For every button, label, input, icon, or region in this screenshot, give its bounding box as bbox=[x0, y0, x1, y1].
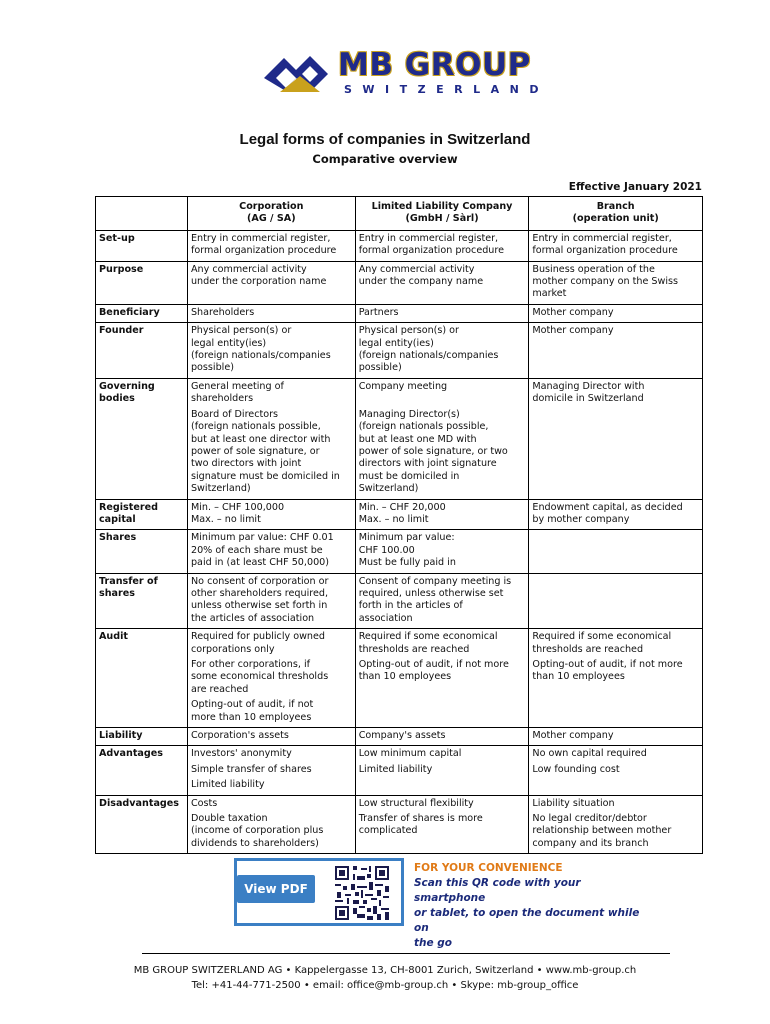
column-header-line: Corporation bbox=[239, 201, 304, 212]
table-cell bbox=[355, 304, 529, 322]
cell-line: under the corporation name bbox=[190, 276, 327, 288]
cell-line: dividends to shareholders) bbox=[190, 837, 319, 849]
cell-paragraph bbox=[359, 381, 526, 393]
table-cell bbox=[355, 261, 529, 304]
cell-paragraph bbox=[359, 813, 526, 838]
cell-line: Investors' anonymity bbox=[190, 748, 292, 760]
table-row bbox=[96, 530, 703, 573]
footer-address: MB GROUP SWITZERLAND AG • Kappelergasse 13, CH-8001 Zurich, Switzerland • www.mb-group.ch bbox=[133, 965, 637, 976]
row-label bbox=[96, 378, 188, 499]
table-cell bbox=[187, 629, 355, 728]
cell-line: Switzerland) bbox=[190, 483, 251, 495]
cell-line: Any commercial activity bbox=[190, 263, 307, 275]
table-cell bbox=[529, 304, 703, 322]
cell-line: complicated bbox=[358, 825, 418, 837]
row-label-line: capital bbox=[99, 513, 136, 525]
cell-paragraph bbox=[191, 659, 352, 696]
cell-paragraph bbox=[359, 631, 526, 656]
table-row bbox=[96, 261, 703, 304]
table-cell bbox=[187, 728, 355, 746]
table-cell bbox=[355, 795, 529, 854]
cell-line: (foreign nationals possible, bbox=[358, 421, 489, 433]
row-label-line: shares bbox=[99, 587, 135, 599]
table-cell bbox=[187, 530, 355, 573]
cell-line: two directors with joint bbox=[190, 458, 302, 470]
table-row bbox=[96, 499, 703, 530]
table-row bbox=[96, 746, 703, 795]
table-row bbox=[96, 728, 703, 746]
cell-line: (income of corporation plus bbox=[190, 825, 324, 837]
cell-line: (foreign nationals/companies bbox=[358, 350, 499, 362]
cell-paragraph bbox=[359, 396, 526, 495]
cell-line: Max. – no limit bbox=[190, 513, 261, 525]
table-cell bbox=[187, 323, 355, 379]
cell-paragraph bbox=[191, 813, 352, 850]
cell-paragraph bbox=[532, 381, 699, 406]
cell-line: Opting-out of audit, if not bbox=[190, 699, 314, 711]
row-label-line: Liability bbox=[99, 730, 143, 742]
logo-country-text: SWITZERLAND bbox=[344, 83, 549, 96]
cell-paragraph bbox=[359, 748, 526, 760]
page-subtitle: Comparative overview bbox=[312, 152, 458, 166]
cell-line: CHF 100.00 bbox=[358, 544, 415, 556]
cell-line: Shareholders bbox=[190, 306, 255, 318]
row-label bbox=[96, 629, 188, 728]
cell-paragraph bbox=[359, 502, 526, 527]
table-cell bbox=[187, 261, 355, 304]
cell-line: possible) bbox=[190, 362, 234, 374]
cell-line: Entry in commercial register, bbox=[190, 232, 331, 244]
row-label-line: Audit bbox=[99, 631, 128, 643]
row-label-line: Purpose bbox=[99, 263, 144, 275]
table-cell bbox=[529, 795, 703, 854]
cell-line: Mother company bbox=[532, 730, 614, 742]
qr-code-icon bbox=[333, 864, 391, 922]
row-label bbox=[96, 499, 188, 530]
row-label bbox=[96, 728, 188, 746]
cell-line: Endowment capital, as decided bbox=[532, 501, 683, 513]
cell-line: Required for publicly owned bbox=[190, 631, 326, 643]
table-header-row bbox=[96, 197, 703, 231]
column-header bbox=[529, 197, 703, 231]
cell-line bbox=[359, 396, 526, 408]
cell-line: Partners bbox=[358, 306, 399, 318]
cell-paragraph bbox=[191, 576, 352, 626]
cell-paragraph bbox=[191, 409, 352, 496]
cell-line: No consent of corporation or bbox=[190, 575, 329, 587]
cell-line: Consent of company meeting is bbox=[358, 575, 512, 587]
cell-line: than 10 employees bbox=[358, 671, 452, 683]
row-label-line: Founder bbox=[99, 325, 144, 337]
cell-line: Low structural flexibility bbox=[358, 797, 474, 809]
cell-line: Max. – no limit bbox=[358, 513, 429, 525]
cell-line: relationship between mother bbox=[532, 825, 672, 837]
convenience-line: Scan this QR code with your smartphone bbox=[414, 877, 581, 904]
column-header-line: (GmbH / Sàrl) bbox=[405, 213, 479, 225]
table-cell bbox=[529, 530, 703, 573]
table-row bbox=[96, 323, 703, 379]
table-cell bbox=[187, 304, 355, 322]
cell-line: power of sole signature, or two bbox=[358, 445, 508, 457]
cell-line: Must be fully paid in bbox=[358, 557, 456, 569]
logo-brand-text: MB GROUP bbox=[338, 47, 531, 83]
cell-line: Costs bbox=[190, 797, 218, 809]
cell-paragraph bbox=[191, 748, 352, 760]
cell-line: Transfer of shares is more bbox=[358, 813, 483, 825]
qr-widget[interactable] bbox=[234, 858, 404, 926]
cell-line: company and its branch bbox=[532, 837, 649, 849]
cell-line: Any commercial activity bbox=[358, 263, 475, 275]
cell-line: market bbox=[532, 288, 567, 300]
cell-paragraph bbox=[191, 264, 352, 289]
row-label-line: bodies bbox=[99, 393, 135, 405]
cell-line: corporations only bbox=[190, 643, 275, 655]
cell-line: Double taxation bbox=[190, 813, 268, 825]
view-pdf-button[interactable]: View PDF bbox=[237, 875, 315, 903]
cell-line: thresholds are reached bbox=[532, 643, 644, 655]
cell-line: must be domiciled in bbox=[358, 470, 460, 482]
cell-line: (foreign nationals possible, bbox=[190, 421, 321, 433]
cell-line: legal entity(ies) bbox=[358, 337, 434, 349]
table-cell bbox=[529, 629, 703, 728]
column-header-line: (operation unit) bbox=[572, 213, 659, 225]
cell-line: association bbox=[358, 612, 413, 624]
cell-paragraph bbox=[359, 576, 526, 626]
table-cell bbox=[187, 378, 355, 499]
cell-line: forth in the articles of bbox=[358, 600, 463, 612]
comparison-table bbox=[95, 196, 703, 854]
cell-paragraph bbox=[532, 264, 699, 301]
cell-line: General meeting of bbox=[190, 380, 284, 392]
cell-paragraph bbox=[532, 631, 699, 656]
page-title: Legal forms of companies in Switzerland bbox=[239, 131, 531, 148]
cell-line: mother company on the Swiss bbox=[532, 276, 679, 288]
cell-paragraph bbox=[191, 502, 352, 527]
cell-line: domicile in Switzerland bbox=[532, 393, 644, 405]
cell-line: Minimum par value: bbox=[358, 532, 455, 544]
cell-line: than 10 employees bbox=[532, 671, 625, 683]
cell-paragraph bbox=[532, 730, 699, 742]
row-label-line: Transfer of bbox=[99, 575, 158, 587]
footer-divider bbox=[142, 953, 670, 954]
table-cell bbox=[529, 261, 703, 304]
cell-line: (foreign nationals/companies bbox=[190, 350, 331, 362]
cell-paragraph bbox=[191, 631, 352, 656]
row-label-line: Registered bbox=[99, 501, 158, 513]
cell-paragraph bbox=[359, 264, 526, 289]
cell-line: formal organization procedure bbox=[190, 245, 337, 257]
cell-line: Company meeting bbox=[358, 380, 448, 392]
column-header bbox=[187, 197, 355, 231]
table-cell bbox=[529, 230, 703, 261]
cell-paragraph bbox=[532, 502, 699, 527]
cell-paragraph bbox=[359, 764, 526, 776]
cell-paragraph bbox=[191, 381, 352, 406]
cell-line: Mother company bbox=[532, 306, 614, 318]
cell-line: required, unless otherwise set bbox=[358, 587, 504, 599]
cell-paragraph bbox=[532, 233, 699, 258]
cell-line: Liability situation bbox=[532, 797, 615, 809]
cell-paragraph bbox=[532, 813, 699, 850]
cell-line: power of sole signature, or bbox=[190, 445, 320, 457]
cell-line: unless otherwise set forth in bbox=[190, 600, 328, 612]
cell-line: other shareholders required, bbox=[190, 587, 329, 599]
table-cell bbox=[187, 230, 355, 261]
table-cell bbox=[529, 378, 703, 499]
table-cell bbox=[355, 230, 529, 261]
convenience-text bbox=[414, 876, 654, 951]
table-row bbox=[96, 573, 703, 629]
cell-paragraph bbox=[191, 779, 352, 791]
cell-line: Corporation's assets bbox=[190, 730, 289, 742]
table-cell bbox=[355, 499, 529, 530]
cell-paragraph bbox=[532, 307, 699, 319]
cell-line: Limited liability bbox=[190, 779, 265, 791]
table-row bbox=[96, 795, 703, 854]
cell-line: legal entity(ies) bbox=[190, 337, 267, 349]
table-cell bbox=[187, 499, 355, 530]
table-cell bbox=[529, 573, 703, 629]
column-header-line: (AG / SA) bbox=[247, 213, 296, 225]
table-row bbox=[96, 230, 703, 261]
row-label bbox=[96, 323, 188, 379]
cell-paragraph bbox=[191, 307, 352, 319]
effective-date: Effective January 2021 bbox=[568, 181, 702, 193]
convenience-line: or tablet, to open the document while on bbox=[414, 907, 640, 934]
table-cell bbox=[187, 795, 355, 854]
cell-line: shareholders bbox=[190, 393, 254, 405]
table-cell bbox=[355, 573, 529, 629]
table-cell bbox=[187, 746, 355, 795]
table-cell bbox=[529, 499, 703, 530]
row-label bbox=[96, 304, 188, 322]
cell-paragraph bbox=[359, 730, 526, 742]
cell-paragraph bbox=[191, 764, 352, 776]
table-cell bbox=[529, 323, 703, 379]
column-header-line: Limited Liability Company bbox=[371, 201, 513, 212]
cell-line: Board of Directors bbox=[190, 408, 279, 420]
cell-line: Min. – CHF 20,000 bbox=[358, 501, 446, 513]
table-cell bbox=[355, 323, 529, 379]
cell-paragraph bbox=[359, 233, 526, 258]
row-label bbox=[96, 230, 188, 261]
cell-paragraph bbox=[532, 748, 699, 760]
table-cell bbox=[355, 530, 529, 573]
cell-line: possible) bbox=[358, 362, 402, 374]
cell-paragraph bbox=[191, 233, 352, 258]
row-label-line: Governing bbox=[99, 380, 155, 392]
row-label-line: Disadvantages bbox=[99, 797, 180, 809]
cell-paragraph bbox=[359, 325, 526, 375]
cell-line: Physical person(s) or bbox=[190, 325, 292, 337]
cell-paragraph bbox=[359, 532, 526, 569]
column-header-line: Branch bbox=[596, 201, 635, 212]
cell-line: Opting-out of audit, if not more bbox=[532, 659, 683, 670]
column-header bbox=[96, 197, 188, 231]
table-cell bbox=[529, 728, 703, 746]
cell-line: under the company name bbox=[358, 276, 484, 288]
cell-paragraph bbox=[532, 764, 699, 776]
cell-paragraph bbox=[359, 798, 526, 810]
table-row bbox=[96, 304, 703, 322]
cell-line: Opting-out of audit, if not more bbox=[358, 659, 509, 670]
cell-line: formal organization procedure bbox=[358, 245, 505, 257]
cell-line: directors with joint signature bbox=[358, 458, 497, 470]
row-label-line: Advantages bbox=[99, 748, 163, 760]
cell-line: signature must be domiciled in bbox=[190, 470, 340, 482]
table-cell bbox=[355, 728, 529, 746]
cell-line: Limited liability bbox=[358, 763, 433, 775]
cell-line: are reached bbox=[190, 683, 249, 695]
cell-line: Mother company bbox=[532, 325, 614, 337]
cell-line: Required if some economical bbox=[358, 631, 498, 643]
cell-paragraph bbox=[532, 325, 699, 337]
table-cell bbox=[529, 746, 703, 795]
cell-line: but at least one MD with bbox=[358, 433, 477, 445]
company-logo bbox=[262, 47, 552, 100]
row-label-line: Shares bbox=[99, 532, 137, 544]
cell-line: Low founding cost bbox=[532, 763, 620, 775]
cell-line: Physical person(s) or bbox=[358, 325, 459, 337]
cell-line: some economical thresholds bbox=[190, 671, 329, 683]
cell-line: Entry in commercial register, bbox=[532, 232, 672, 244]
cell-line: Required if some economical bbox=[532, 631, 672, 643]
cell-paragraph bbox=[191, 532, 352, 569]
cell-line: Low minimum capital bbox=[358, 748, 462, 760]
cell-line: but at least one director with bbox=[190, 433, 331, 445]
cell-line: thresholds are reached bbox=[358, 643, 470, 655]
row-label bbox=[96, 795, 188, 854]
table-row bbox=[96, 378, 703, 499]
table-row bbox=[96, 629, 703, 728]
footer-contact: Tel: +41-44-771-2500 • email: office@mb-group.ch • Skype: mb-group_office bbox=[191, 980, 579, 991]
row-label bbox=[96, 530, 188, 573]
cell-line: Business operation of the bbox=[532, 263, 655, 275]
cell-paragraph bbox=[359, 307, 526, 319]
cell-paragraph bbox=[191, 325, 352, 375]
cell-line: Simple transfer of shares bbox=[190, 763, 312, 775]
table-cell bbox=[355, 746, 529, 795]
cell-paragraph bbox=[191, 798, 352, 810]
cell-line: paid in (at least CHF 50,000) bbox=[190, 557, 330, 569]
cell-line: 20% of each share must be bbox=[190, 544, 323, 556]
cell-line: Entry in commercial register, bbox=[358, 232, 499, 244]
cell-paragraph bbox=[191, 730, 352, 742]
cell-line: No own capital required bbox=[532, 748, 647, 760]
cell-paragraph bbox=[359, 659, 526, 684]
cell-line: For other corporations, if bbox=[190, 659, 311, 670]
table-cell bbox=[355, 629, 529, 728]
cell-line: Switzerland) bbox=[358, 483, 419, 495]
row-label bbox=[96, 573, 188, 629]
convenience-line: the go bbox=[414, 937, 453, 949]
row-label-line: Set-up bbox=[99, 232, 135, 244]
cell-line: Min. – CHF 100,000 bbox=[190, 501, 285, 513]
cell-paragraph bbox=[532, 659, 699, 684]
row-label bbox=[96, 746, 188, 795]
cell-line: formal organization procedure bbox=[532, 245, 678, 257]
cell-line: by mother company bbox=[532, 513, 630, 525]
row-label bbox=[96, 261, 188, 304]
table-cell bbox=[355, 378, 529, 499]
cell-line: No legal creditor/debtor bbox=[532, 813, 647, 825]
cell-line: the articles of association bbox=[190, 612, 315, 624]
cell-line: more than 10 employees bbox=[190, 711, 312, 723]
column-header bbox=[355, 197, 529, 231]
table-cell bbox=[187, 573, 355, 629]
cell-line: Minimum par value: CHF 0.01 bbox=[190, 532, 334, 544]
row-label-line: Beneficiary bbox=[99, 306, 160, 318]
convenience-heading: FOR YOUR CONVENIENCE bbox=[414, 862, 563, 874]
cell-paragraph bbox=[191, 699, 352, 724]
cell-line: Managing Director(s) bbox=[358, 408, 460, 420]
logo-mark-icon bbox=[262, 52, 338, 98]
cell-line: Managing Director with bbox=[532, 380, 645, 392]
cell-paragraph bbox=[532, 798, 699, 810]
cell-line: Company's assets bbox=[358, 730, 446, 742]
